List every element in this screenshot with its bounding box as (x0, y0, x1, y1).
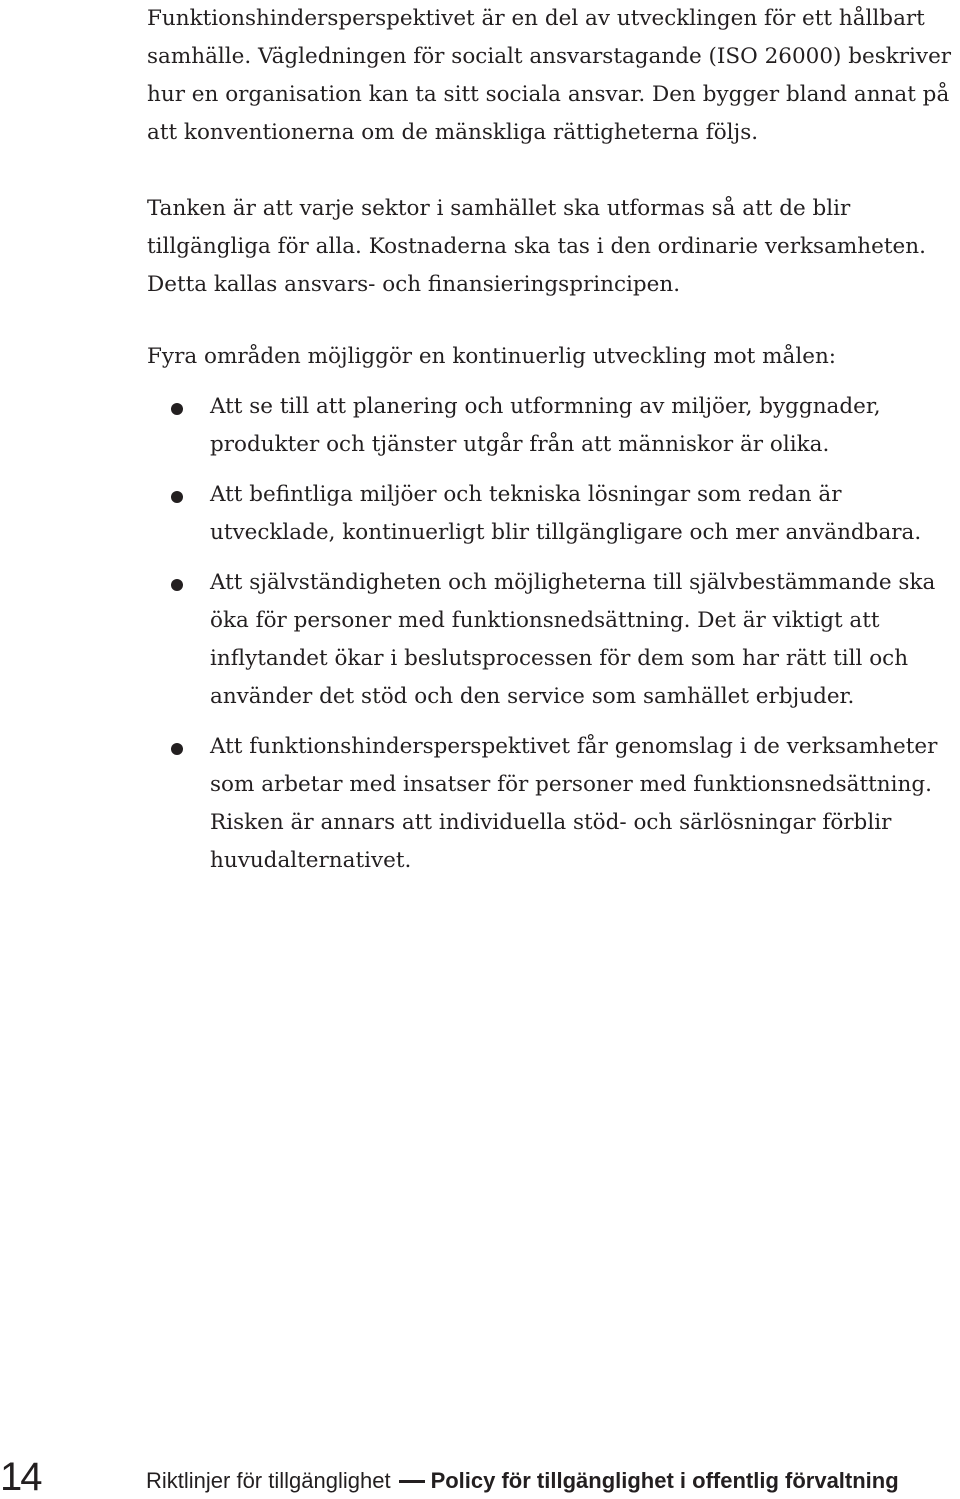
page-body (147, 0, 960, 892)
footer-subtitle: Policy för tillgänglighet i offentlig förvaltning (430, 1468, 899, 1493)
list-item-text: Att funktionshindersperspektivet får genomslag i de verksamheter som arbetar med insatser för personer med funktionsnedsättning. Risken är annars att individuella stöd- och särlösningar förblir huvudalternativet. (210, 734, 938, 873)
paragraph-sector-principle: Tanken är att varje sektor i samhället ska utformas så att de blir tillgängliga för alla. Kostnaderna ska tas i den ordinarie verksamheten. Detta kallas ansvars- och finansieringsprincipen. (147, 196, 926, 297)
list-item (147, 728, 960, 880)
list-item-text: Att befintliga miljöer och tekniska lösningar som redan är utvecklade, kontinuerligt blir tillgängligare och mer användbara. (210, 482, 922, 545)
bullet-icon (171, 579, 183, 591)
bullet-icon (171, 491, 183, 503)
list-item (147, 476, 960, 552)
list-item-text: Att se till att planering och utformning av miljöer, byggnader, produkter och tjänster utgår från att människor är olika. (210, 394, 881, 457)
bullet-icon (171, 403, 183, 415)
dash-separator (399, 1480, 425, 1483)
page-footer (0, 1456, 960, 1499)
running-footer (146, 1466, 899, 1496)
paragraph-four-areas-intro: Fyra områden möjliggör en kontinuerlig utveckling mot målen: (147, 344, 837, 369)
list-item-text: Att självständigheten och möjligheterna till självbestämmande ska öka för personer med funktionsnedsättning. Det är viktigt att inflytandet ökar i beslutsprocessen för dem som har rätt till och använder det stöd och den service som samhället erbjuder. (210, 570, 936, 709)
list-item (147, 388, 960, 464)
four-areas-list (147, 388, 960, 880)
page-number: 14 (0, 1455, 41, 1499)
list-item (147, 564, 960, 716)
footer-title: Riktlinjer för tillgänglighet (146, 1468, 391, 1493)
paragraph-sustainability: Funktionshindersperspektivet är en del av utvecklingen för ett hållbart samhälle. Vägledningen för socialt ansvarstagande (ISO 26000) beskriver hur en organisation kan ta sitt sociala ansvar. Den bygger bland annat på att konventionerna om de mänskliga rättigheterna följs. (147, 6, 952, 145)
bullet-icon (171, 743, 183, 755)
